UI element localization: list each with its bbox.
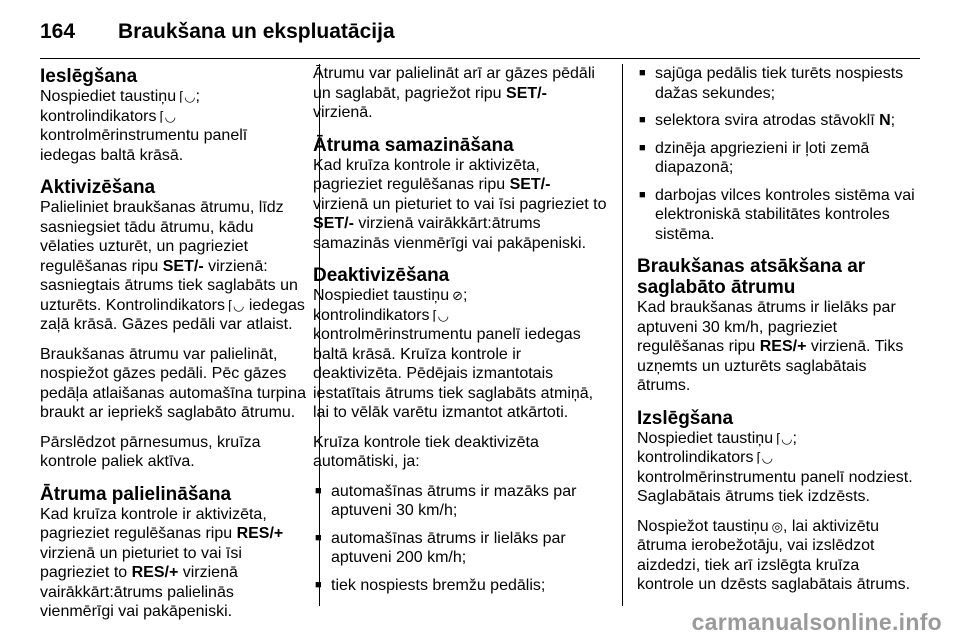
- heading-atruma-palielinasana: Ātruma palielināšana: [40, 483, 232, 505]
- paragraph-izslegsana-2: [637, 517, 920, 595]
- text: Kad braukšanas ātrums ir lielāks par aptuveni 30 km/h, pagrieziet regulēšanas ripu: [637, 299, 896, 355]
- list-item: ■ dzinēja apgriezieni ir ļoti zemā diapazonā;: [637, 139, 920, 178]
- deactivation-list: [313, 482, 607, 596]
- deactivation-list-continued: [637, 64, 920, 244]
- heading-atsaksana: Braukšanas atsākšana ar saglabāto ātrumu: [637, 256, 866, 298]
- paragraph-deaktivizesana-1: [313, 286, 607, 423]
- page-number: 164: [40, 20, 76, 43]
- text: ;: [195, 88, 200, 105]
- text: virzienā un pieturiet to vai īsi pagrieziet to: [40, 544, 242, 581]
- text: Nospiediet taustiņu: [637, 429, 774, 447]
- paragraph-aktivizesana-1: [40, 198, 308, 335]
- text: iedegas baltā krāsā.: [40, 146, 184, 164]
- text: kontrolmērinstrumentu panelī nodziest. Saglabātais ātrums tiek izdzēsts.: [637, 468, 913, 505]
- paragraph-atruma-palielinasana: [40, 505, 308, 622]
- control-label: RES/+: [759, 338, 807, 355]
- paragraph-deaktivizesana-2: Kruīza kontrole tiek deaktivizēta automātiski, ja:: [313, 433, 539, 470]
- text: iedegas zaļā krāsā. Gāzes pedāli var atlaist.: [40, 296, 305, 333]
- text: virzienā.: [313, 104, 373, 121]
- heading-ieslegsana: Ieslēgšana: [40, 66, 138, 87]
- text: ;: [463, 287, 468, 304]
- text: ;: [890, 112, 896, 129]
- text: virzienā vairākkārt:ātrums samazinās vienmērīgi vai pakāpeniski.: [313, 215, 587, 252]
- list-item: [637, 111, 920, 131]
- text: Palieliniet braukšanas ātrumu, līdz sasniegsiet tādu ātrumu, kādu vēlaties uzturēt, un pagrieziet regulēšanas ripu: [40, 199, 284, 275]
- paragraph-atruma-samazinasana: [313, 156, 607, 254]
- cruise-control-icon: ⌈◡: [159, 108, 176, 124]
- text: ;: [792, 429, 797, 447]
- text: Kad kruīza kontrole ir aktivizēta, pagrieziet regulēšanas ripu: [40, 505, 267, 542]
- paragraph-aktivizesana-2: Braukšanas ātrumu var palielināt, nospiežot gāzes pedāli. Pēc gāzes pedāļa atlaišanas automašīna turpina braukt ar iepriekš saglabāto ātrumu.: [40, 345, 306, 421]
- control-label: SET/-: [506, 84, 547, 102]
- page-header: [40, 12, 395, 52]
- heading-izslegsana: Izslēgšana: [637, 407, 734, 429]
- header-rule: [40, 58, 920, 59]
- list-item: ■ automašīnas ātrums ir mazāks par aptuveni 30 km/h;: [313, 482, 607, 521]
- text: Nospiediet taustiņu: [40, 88, 177, 105]
- control-label: RES/+: [131, 564, 179, 581]
- text: selektora svira atrodas stāvoklī: [655, 112, 880, 129]
- cruise-control-icon: ⌈◡: [776, 430, 793, 446]
- heading-atruma-samazinasana: Ātruma samazināšana: [313, 134, 514, 156]
- control-label: SET/-: [313, 215, 354, 232]
- text: kontrolindikators: [40, 107, 157, 125]
- text: Kad kruīza kontrole ir aktivizēta, pagrieziet regulēšanas ripu: [313, 156, 540, 193]
- cruise-control-icon: ⌈◡: [432, 307, 449, 323]
- paragraph-intro: [313, 64, 607, 123]
- watermark: carmanualsonline.info: [691, 609, 942, 635]
- list-item: ■ automašīnas ātrums ir lielāks par aptuveni 200 km/h;: [313, 529, 607, 568]
- control-label: SET/-: [162, 257, 204, 275]
- text: Ātrumu var palielināt arī ar gāzes pēdāli un saglabāt, pagriežot ripu: [313, 65, 595, 102]
- text: kontrolindikators: [313, 306, 430, 324]
- heading-deaktivizesana: Deaktivizēšana: [313, 265, 450, 286]
- selector-position: N: [879, 112, 891, 129]
- text: Nospiediet taustiņu: [313, 287, 450, 304]
- text: Nospiežot taustiņu: [637, 517, 769, 535]
- column-1: [40, 64, 308, 622]
- cruise-control-icon: ⌈◡: [179, 89, 196, 104]
- cancel-icon: ⊘: [452, 288, 463, 303]
- cruise-control-icon: ⌈◡: [756, 450, 773, 465]
- control-label: RES/+: [236, 525, 284, 542]
- text: kontrolmērinstrumentu panelī iedegas baltā krāsā. Kruīza kontrole ir deaktivizēta. Pēdējais izmantotais iestatītais ātrums tiek saglabāts atmiņā, lai to vēlāk varētu izmantot atkārtoti.: [313, 326, 594, 421]
- paragraph-ieslegsana: [40, 87, 308, 165]
- list-item: ■ tiek nospiests bremžu pedālis;: [313, 576, 607, 596]
- column-divider-2: [622, 64, 623, 606]
- text: virzienā vairākkārt:ātrums palielinās vienmērīgi vai pakāpeniski.: [40, 564, 238, 620]
- control-label: SET/-: [509, 176, 551, 193]
- paragraph-aktivizesana-3: Pārslēdzot pārnesumus, kruīza kontrole paliek aktīva.: [40, 433, 261, 470]
- list-item: ■ sajūga pedālis tiek turēts nospiests dažas sekundes;: [637, 64, 920, 103]
- text: kontrolmērinstrumentu panelī: [40, 127, 248, 144]
- speed-limiter-icon: ◎: [771, 518, 783, 534]
- paragraph-izslegsana-1: [637, 429, 920, 507]
- paragraph-atsaksana: [637, 298, 920, 396]
- text: virzienā: sasniegtais ātrums tiek saglabāts un uzturēts. Kontrolindikators: [40, 257, 298, 314]
- text: virzienā. Tiks uzņemts un uzturēts saglabātais ātrums.: [637, 338, 904, 394]
- list-item: ■ darbojas vilces kontroles sistēma vai elektroniskā stabilitātes kontroles sistēma.: [637, 186, 920, 245]
- text: kontrolindikators: [637, 449, 754, 466]
- cruise-control-icon: ⌈◡: [227, 297, 245, 313]
- page-title: Braukšana un ekspluatācija: [118, 20, 395, 43]
- heading-aktivizesana: Aktivizēšana: [40, 177, 156, 198]
- text: virzienā un pieturiet to vai īsi pagrieziet to: [313, 195, 607, 213]
- column-2: [313, 64, 607, 603]
- column-3: [637, 64, 920, 595]
- text: , lai aktivizētu ātruma ierobežotāju, vai izslēdzot aizdedzi, tiek arī izslēgta kruīza kontrole un dzēsts saglabātais ātrums.: [637, 517, 911, 593]
